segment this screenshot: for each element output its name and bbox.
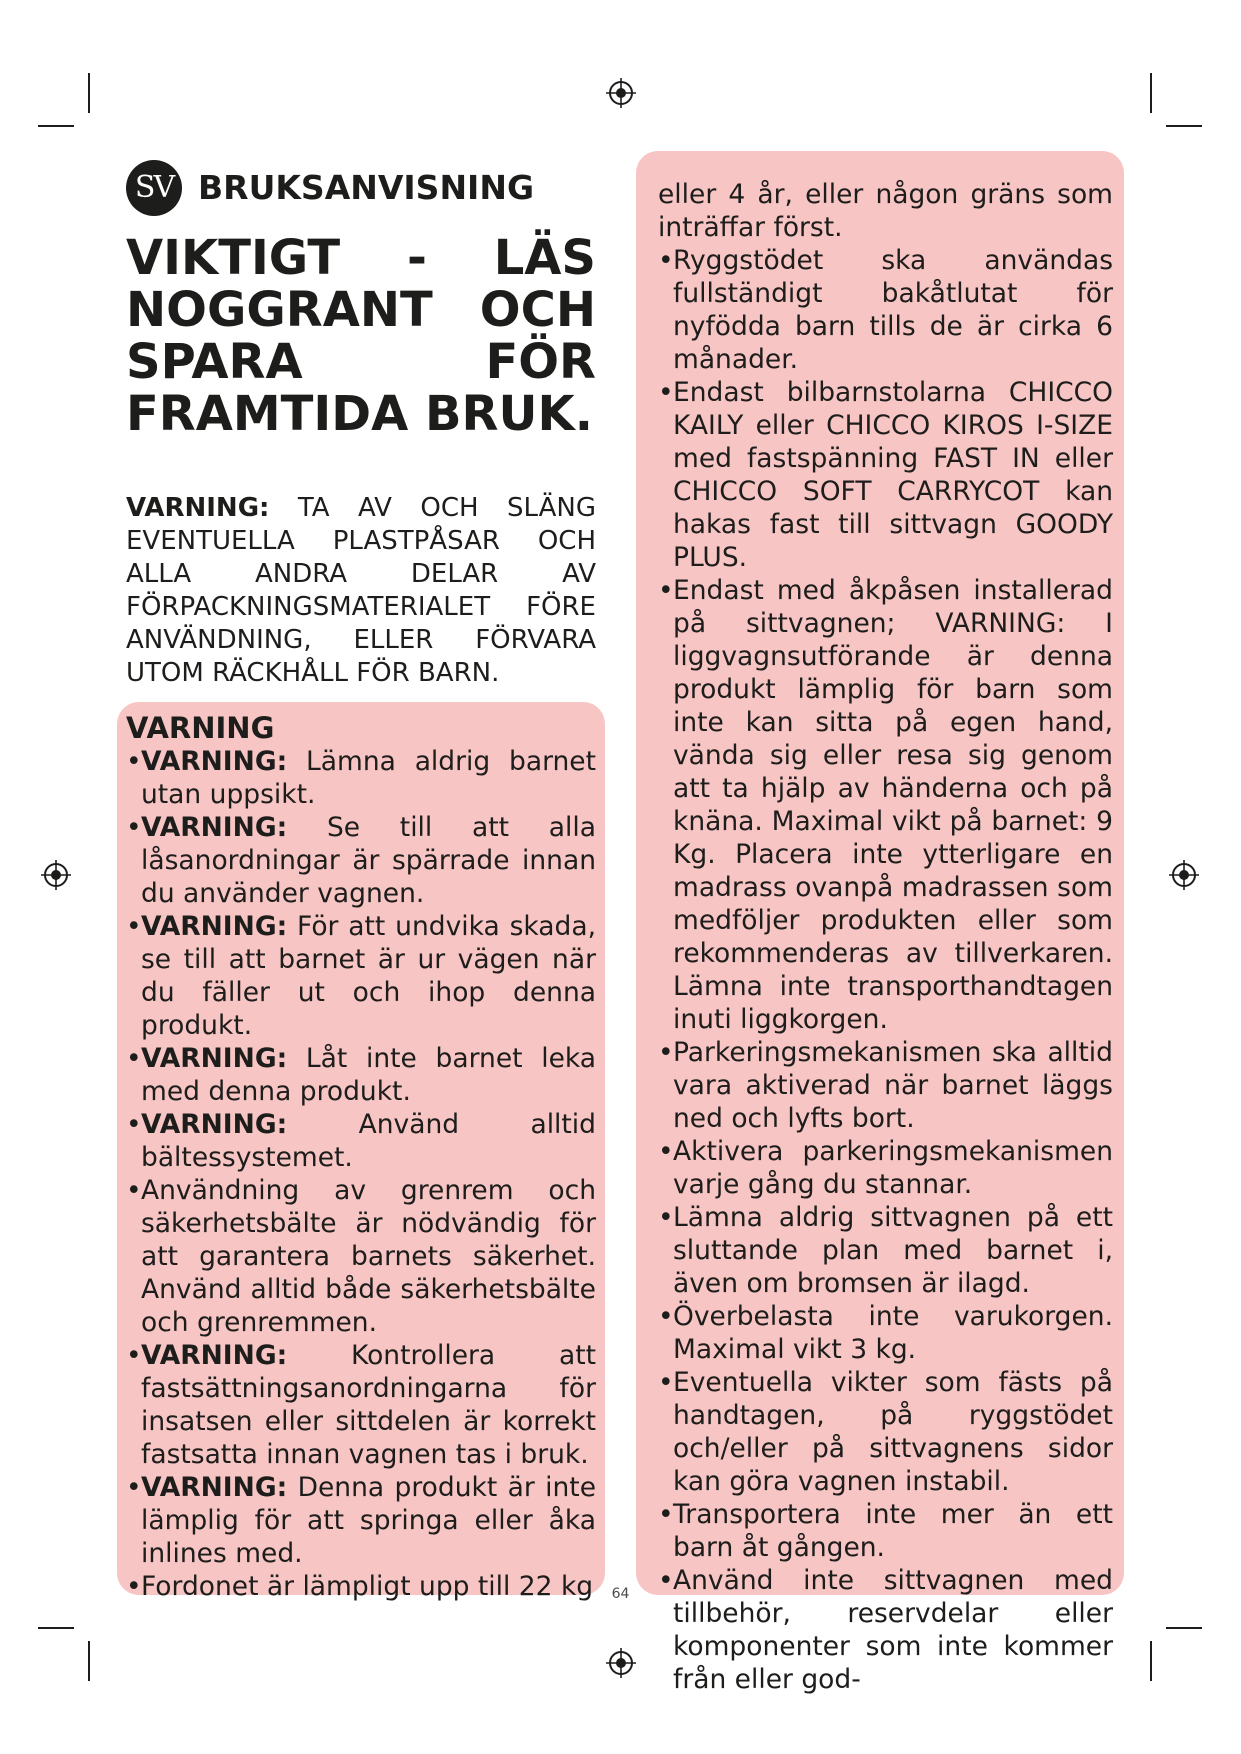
warning-lead: VARNING: <box>141 1472 288 1503</box>
continued-text: Ryggstödet ska användas fullständigt bakåtlutat för nyfödda barn tills de är cirka 6 månader. <box>673 245 1113 375</box>
notice-text: TA AV OCH SLÄNG EVENTUELLA PLASTPÅSAR OCH ALLA ANDRA DELAR AV FÖRPACKNINGSMATERIALET FÖRE ANVÄNDNING, ELLER FÖRVARA UTOM RÄCKHÅLL FÖR BARN. <box>126 493 596 688</box>
warning-item <box>126 1174 596 1339</box>
bullet: • <box>126 1043 142 1074</box>
bullet: • <box>658 1037 674 1068</box>
bullet: • <box>126 1109 142 1140</box>
crop-mark-top-left-vertical <box>88 73 90 113</box>
registration-mark-icon <box>606 1648 636 1678</box>
continued-intro: eller 4 år, eller någon gräns som inträffar först. <box>658 179 1113 243</box>
warning-text: Användning av grenrem och säkerhetsbälte är nödvändig för att garantera barnets säkerhet. Använd alltid både säkerhetsbälte och grenremmen. <box>141 1175 596 1338</box>
bullet: • <box>126 812 142 843</box>
crop-mark-bottom-right-horizontal <box>1166 1627 1202 1629</box>
crop-mark-top-right-vertical <box>1150 73 1152 113</box>
continued-text: Parkeringsmekanismen ska alltid vara aktiverad när barnet läggs ned och lyfts bort. <box>673 1037 1113 1134</box>
crop-mark-top-left-horizontal <box>38 125 74 127</box>
bullet: • <box>126 911 142 942</box>
warning-text: Denna produkt är inte lämplig för att springa eller åka inlines med. <box>141 1472 596 1569</box>
continued-warning-box <box>636 151 1124 1695</box>
warning-item <box>126 1042 596 1108</box>
continued-text: Överbelasta inte varukorgen. Maximal vikt 3 kg. <box>673 1301 1113 1365</box>
continued-item <box>658 1201 1113 1300</box>
bullet: • <box>126 1175 142 1206</box>
warning-text: Låt inte barnet leka med denna produkt. <box>141 1043 596 1107</box>
bullet: • <box>658 1202 674 1233</box>
crop-mark-top-right-horizontal <box>1166 125 1202 127</box>
document-type-title: BRUKSANVISNING <box>198 168 535 207</box>
warning-text: Se till att alla låsanordningar är spärrade innan du använder vagnen. <box>141 812 596 909</box>
bullet: • <box>658 245 674 276</box>
packaging-notice <box>126 492 596 690</box>
continued-item <box>658 1036 1113 1135</box>
continued-item <box>658 1366 1113 1498</box>
warning-text: Använd alltid bältessystemet. <box>141 1109 596 1173</box>
bullet: • <box>126 1340 142 1371</box>
warning-box <box>117 702 605 1602</box>
continued-item <box>658 1564 1113 1696</box>
warning-text: För att undvika skada, se till att barnet är ur vägen när du fäller ut och ihop denna produkt. <box>141 911 596 1041</box>
crop-mark-bottom-left-vertical <box>88 1641 90 1681</box>
continued-item <box>658 574 1113 1036</box>
bullet: • <box>658 1565 674 1596</box>
warning-lead: VARNING: <box>141 1109 288 1140</box>
continued-text: Endast med åkpåsen installerad på sittvagnen; VARNING: I liggvagnsutförande är denna produkt lämplig för barn som inte kan sitta på egen hand, vända sig eller resa sig genom att ta hjälp av händerna och på knäna. Maximal vikt på barnet: 9 Kg. Placera inte ytterligare en madrass ovanpå madrassen som medföljer produkten eller som rekommenderas av tillverkaren. Lämna inte transporthandtagen inuti liggkorgen. <box>673 575 1113 1035</box>
bullet: • <box>658 1499 674 1530</box>
continued-text: Transportera inte mer än ett barn åt gången. <box>673 1499 1113 1563</box>
continued-item <box>658 376 1113 574</box>
warning-text: Kontrollera att fastsättningsanordningarna för insatsen eller sittdelen är korrekt fastsatta innan vagnen tas i bruk. <box>141 1340 596 1470</box>
warning-item <box>126 1570 596 1603</box>
warning-item <box>126 1339 596 1471</box>
warning-lead: VARNING: <box>141 1043 288 1074</box>
warning-lead: VARNING: <box>141 1340 288 1371</box>
continued-item <box>658 1498 1113 1564</box>
warning-box-title: VARNING <box>126 711 275 745</box>
bullet: • <box>126 1571 142 1602</box>
continued-box-content <box>658 178 1113 1696</box>
continued-text: Lämna aldrig sittvagnen på ett sluttande plan med barnet i, även om bromsen är ilagd. <box>673 1202 1113 1299</box>
continued-text: Eventuella vikter som fästs på handtagen, på ryggstödet och/eller på sittvagnens sidor kan göra vagnen instabil. <box>673 1367 1113 1497</box>
warning-box-content <box>126 712 596 1603</box>
continued-item <box>658 244 1113 376</box>
warning-item <box>126 745 596 811</box>
bullet: • <box>658 1301 674 1332</box>
continued-text: Använd inte sittvagnen med tillbehör, reservdelar eller komponenter som inte kommer från eller god- <box>673 1565 1113 1695</box>
registration-mark-icon <box>1169 860 1199 890</box>
notice-label: VARNING: <box>126 493 270 523</box>
bullet: • <box>658 377 674 408</box>
warning-item <box>126 910 596 1042</box>
bullet: • <box>126 746 142 777</box>
warning-item <box>126 1471 596 1570</box>
registration-mark-icon <box>606 78 636 108</box>
warning-lead: VARNING: <box>141 911 288 942</box>
bullet: • <box>658 1367 674 1398</box>
warning-text: Fordonet är lämpligt upp till 22 kg <box>141 1571 594 1602</box>
bullet: • <box>658 575 674 606</box>
warning-item <box>126 1108 596 1174</box>
crop-mark-bottom-right-vertical <box>1150 1641 1152 1681</box>
continued-text: Endast bilbarnstolarna CHICCO KAILY eller CHICCO KIROS I-SIZE med fastspänning FAST IN eller CHICCO SOFT CARRYCOT kan hakas fast till sittvagn GOODY PLUS. <box>673 377 1113 573</box>
page-headline: VIKTIGT - LÄS NOGGRANT OCH SPARA FÖR FRAMTIDA BRUK. <box>126 230 596 442</box>
warning-lead: VARNING: <box>141 812 288 843</box>
registration-mark-icon <box>41 860 71 890</box>
crop-mark-bottom-left-horizontal <box>38 1627 74 1629</box>
bullet: • <box>658 1136 674 1167</box>
continued-text: Aktivera parkeringsmekanismen varje gång du stannar. <box>673 1136 1113 1200</box>
warning-lead: VARNING: <box>141 746 288 777</box>
warning-list <box>126 745 596 1603</box>
language-badge: SV <box>126 160 182 216</box>
continued-item <box>658 1135 1113 1201</box>
warning-text: Lämna aldrig barnet utan uppsikt. <box>141 746 596 810</box>
bullet: • <box>126 1472 142 1503</box>
continued-item <box>658 1300 1113 1366</box>
page-number: 64 <box>611 1586 630 1602</box>
warning-item <box>126 811 596 910</box>
